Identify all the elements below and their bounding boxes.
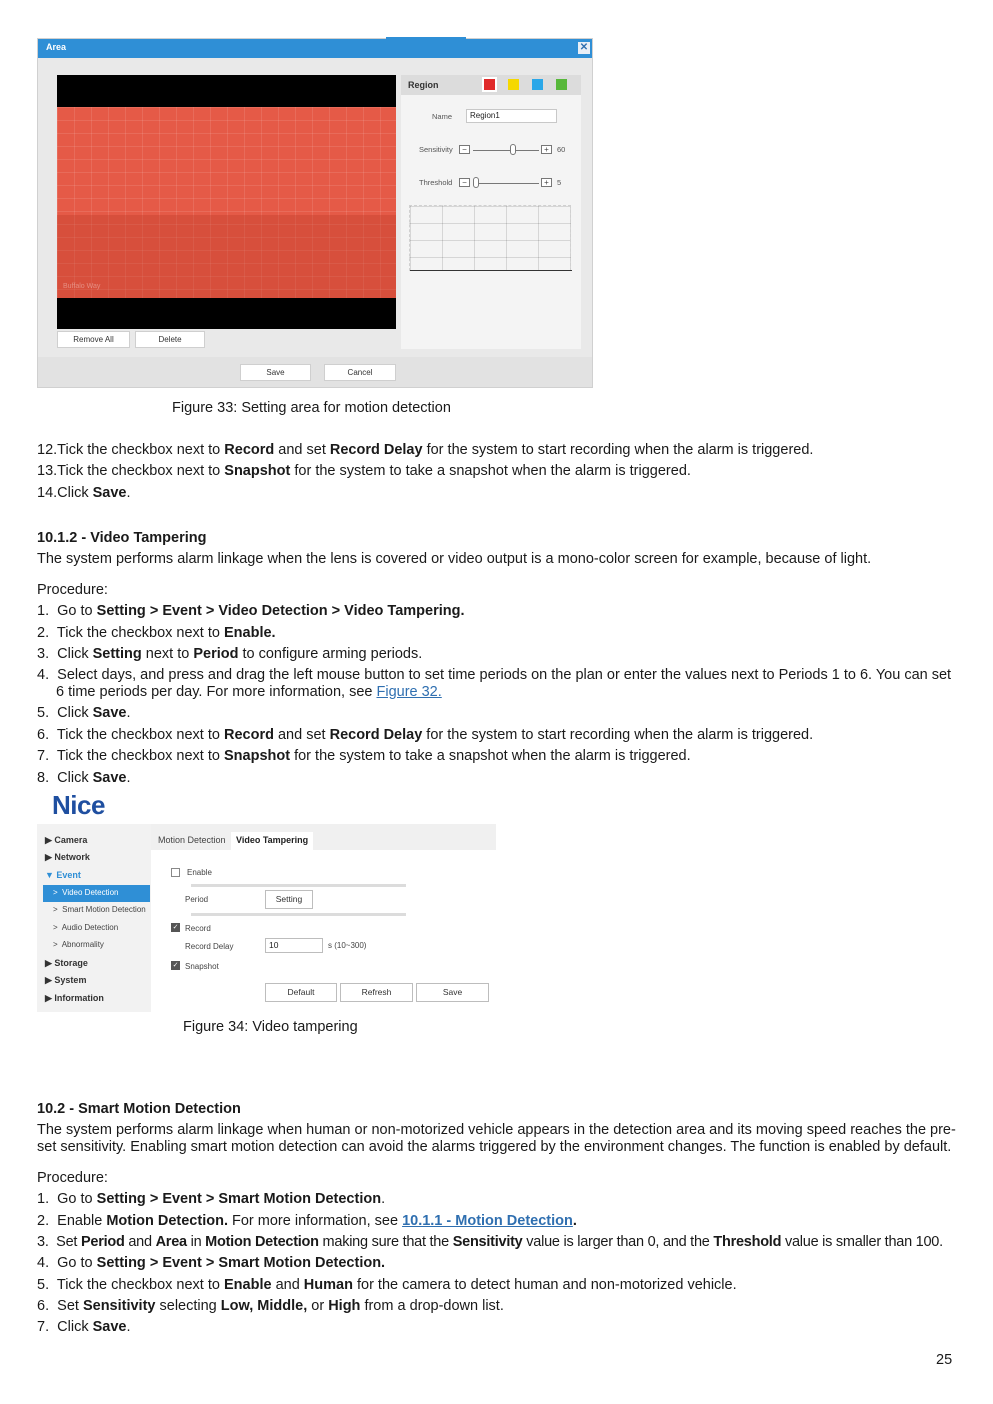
smart-motion-intro-line-1: The system performs alarm linkage when human or non-motorized vehicle appears in the detection area and its moving speed reaches the pre- [37,1122,956,1138]
nice-logo: Nice [52,790,105,820]
save-button[interactable]: Save [240,364,311,381]
smd-step-3: 3. Set Period and Area in Motion Detection making sure that the Sensitivity value is larger than 0, and the Threshold value is smaller than 100. [37,1234,943,1250]
dialog-footer [38,357,592,387]
period-label: Period [185,895,209,904]
vt-step-6: 6. Tick the checkbox next to Record and set Record Delay for the system to start recording when the alarm is triggered. [37,727,814,743]
enable-checkbox[interactable] [171,868,180,877]
divider [191,913,406,916]
figure-32-link[interactable]: Figure 32. [376,684,442,700]
record-delay-label: Record Delay [185,942,234,951]
record-label: Record [185,924,211,933]
smart-motion-intro-line-2: set sensitivity. Enabling smart motion detection can avoid the alarms triggered by the environment changes. The function is enabled by default. [37,1139,952,1155]
vt-step-7: 7. Tick the checkbox next to Snapshot for the system to take a snapshot when the alarm is triggered. [37,748,691,764]
threshold-value: 5 [557,178,562,187]
motion-graph [409,205,571,271]
vt-step-4: 4. Select days, and press and drag the left mouse button to set time periods on the plan or enter the values next to Periods 1 to 6. You can set [37,667,952,683]
refresh-button[interactable]: Refresh [340,983,413,1002]
region-panel [401,75,581,349]
section-heading-smart-motion: 10.2 - Smart Motion Detection [37,1101,241,1117]
vt-step-5: 5. Click Save. [37,705,131,721]
default-button[interactable]: Default [265,983,337,1002]
smd-step-4: 4. Go to Setting > Event > Smart Motion Detection. [37,1255,386,1271]
nav-abnormality[interactable]: > Abnormality [53,940,104,949]
region-header [401,75,581,95]
area-dialog-screenshot [37,38,593,388]
nav-camera[interactable]: ▶ Camera [45,835,88,845]
enable-label: Enable [187,868,212,877]
nav-event[interactable]: ▼ Event [45,870,81,880]
record-delay-range: s (10~300) [328,941,367,950]
region-name-input[interactable]: Region1 [466,109,557,123]
scene-shade [57,215,396,298]
tab-video-tampering[interactable]: Video Tampering [231,832,313,850]
region-header-label: Region [408,80,439,90]
cancel-button[interactable]: Cancel [324,364,396,381]
tab-motion-detection[interactable]: Motion Detection [158,835,226,845]
nav-audio-detection[interactable]: > Audio Detection [53,923,119,932]
close-icon[interactable]: ✕ [579,42,589,53]
figure-34-caption: Figure 34: Video tampering [183,1019,358,1035]
step-12: 12.Tick the checkbox next to Record and set Record Delay for the system to start recording when the alarm is triggered. [37,442,814,458]
sensitivity-plus-button[interactable]: + [541,145,552,154]
vt-step-8: 8. Click Save. [37,770,131,786]
vt-step-1: 1. Go to Setting > Event > Video Detection > Video Tampering. [37,603,465,619]
setting-button[interactable]: Setting [265,890,313,909]
section-heading-video-tampering: 10.1.2 - Video Tampering [37,530,207,546]
threshold-plus-button[interactable]: + [541,178,552,187]
smd-step-6: 6. Set Sensitivity selecting Low, Middle, or High from a drop-down list. [37,1298,504,1314]
video-tampering-screenshot [37,824,496,1012]
smd-step-1: 1. Go to Setting > Event > Smart Motion Detection. [37,1191,386,1207]
tab-bar [151,824,496,850]
region-color-green[interactable] [556,79,567,90]
smd-step-5: 5. Tick the checkbox next to Enable and Human for the camera to detect human and non-motorized vehicle. [37,1277,737,1293]
region-color-red[interactable] [484,79,495,90]
video-preview[interactable] [57,75,396,329]
page-number: 25 [936,1352,953,1368]
region-color-blue[interactable] [532,79,543,90]
save-button[interactable]: Save [416,983,489,1002]
sensitivity-label: Sensitivity [419,145,453,154]
smd-step-2: 2. Enable Motion Detection. For more information, see 10.1.1 - Motion Detection. [37,1213,577,1229]
sensitivity-minus-button[interactable]: − [459,145,470,154]
vt-step-3: 3. Click Setting next to Period to configure arming periods. [37,646,423,662]
name-label: Name [432,112,453,121]
sensitivity-value: 60 [557,145,566,154]
divider [191,884,406,887]
video-watermark: Buffalo Way [63,283,101,290]
vt-step-2: 2. Tick the checkbox next to Enable. [37,625,276,641]
region-color-yellow[interactable] [508,79,519,90]
nav-storage[interactable]: ▶ Storage [45,958,88,968]
dialog-titlebar [38,39,592,58]
procedure-label: Procedure: [37,582,108,598]
nav-smart-motion-detection[interactable]: > Smart Motion Detection [53,905,146,914]
figure-33-caption: Figure 33: Setting area for motion detection [172,400,451,416]
procedure-label: Procedure: [37,1170,108,1186]
nav-information[interactable]: ▶ Information [45,993,104,1003]
nav-video-detection[interactable]: > Video Detection [43,885,150,902]
step-14: 14.Click Save. [37,485,131,501]
sensitivity-slider-handle[interactable] [510,144,516,155]
settings-sidebar [37,824,151,1012]
threshold-slider-track[interactable] [473,183,539,184]
motion-detection-link[interactable]: 10.1.1 - Motion Detection [402,1213,573,1229]
record-checkbox[interactable]: ✓ [172,924,179,931]
nav-network[interactable]: ▶ Network [45,852,90,862]
remove-all-button[interactable]: Remove All [57,331,130,348]
delete-button[interactable]: Delete [135,331,205,348]
vt-step-4-continued: 6 time periods per day. For more information, see Figure 32. [56,684,442,700]
graph-baseline [410,270,572,271]
threshold-label: Threshold [419,178,453,187]
snapshot-checkbox[interactable]: ✓ [172,962,179,969]
threshold-minus-button[interactable]: − [459,178,470,187]
sensitivity-slider-track[interactable] [473,150,539,151]
nav-system[interactable]: ▶ System [45,975,87,985]
smd-step-7: 7. Click Save. [37,1319,131,1335]
video-tampering-intro: The system performs alarm linkage when the lens is covered or video output is a mono-color screen for example, because of light. [37,551,872,567]
record-delay-input[interactable]: 10 [265,938,323,953]
snapshot-label: Snapshot [185,962,219,971]
step-13: 13.Tick the checkbox next to Snapshot for the system to take a snapshot when the alarm is triggered. [37,463,691,479]
dialog-title: Area [46,42,67,52]
threshold-slider-handle[interactable] [473,177,479,188]
